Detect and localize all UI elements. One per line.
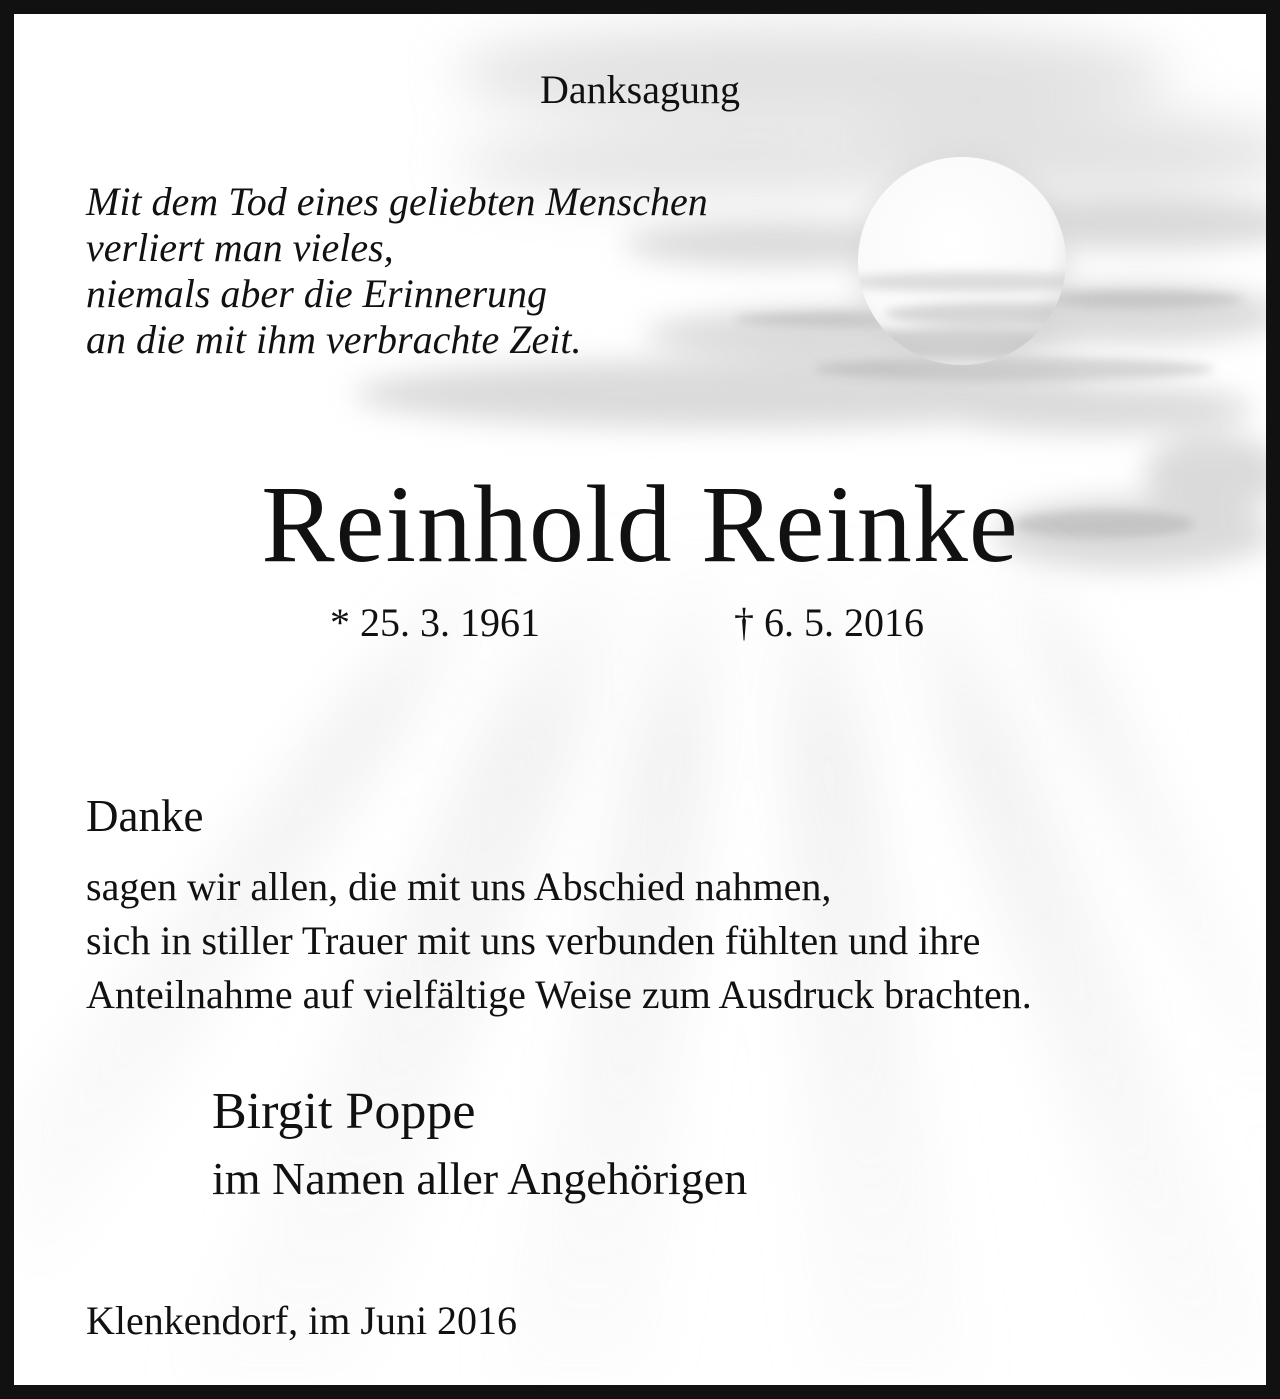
thanks-line: Anteilnahme auf vielfältige Weise zum Ausdruck brachten. bbox=[86, 972, 1032, 1017]
poem-line: an die mit ihm verbrachte Zeit. bbox=[86, 317, 582, 362]
place-date: Klenkendorf, im Juni 2016 bbox=[86, 1298, 518, 1343]
header-title: Danksagung bbox=[540, 67, 740, 112]
deceased-name: Reinhold Reinke bbox=[261, 463, 1019, 585]
poem-line: Mit dem Tod eines geliebten Menschen bbox=[86, 179, 708, 224]
poem bbox=[86, 179, 708, 363]
poem-line: niemals aber die Erinnerung bbox=[86, 271, 548, 316]
thanks-heading: Danke bbox=[86, 791, 204, 841]
birth-date: * 25. 3. 1961 bbox=[330, 600, 540, 645]
death-date: † 6. 5. 2016 bbox=[734, 600, 924, 645]
signer-name: Birgit Poppe bbox=[212, 1083, 476, 1140]
thanks-line: sagen wir allen, die mit uns Abschied nahmen, bbox=[86, 864, 832, 909]
thanks-text bbox=[86, 860, 1032, 1022]
thanks-line: sich in stiller Trauer mit uns verbunden fühlten und ihre bbox=[86, 918, 981, 963]
signer-subtitle: im Namen aller Angehörigen bbox=[212, 1153, 748, 1204]
poem-line: verliert man vieles, bbox=[86, 225, 394, 270]
